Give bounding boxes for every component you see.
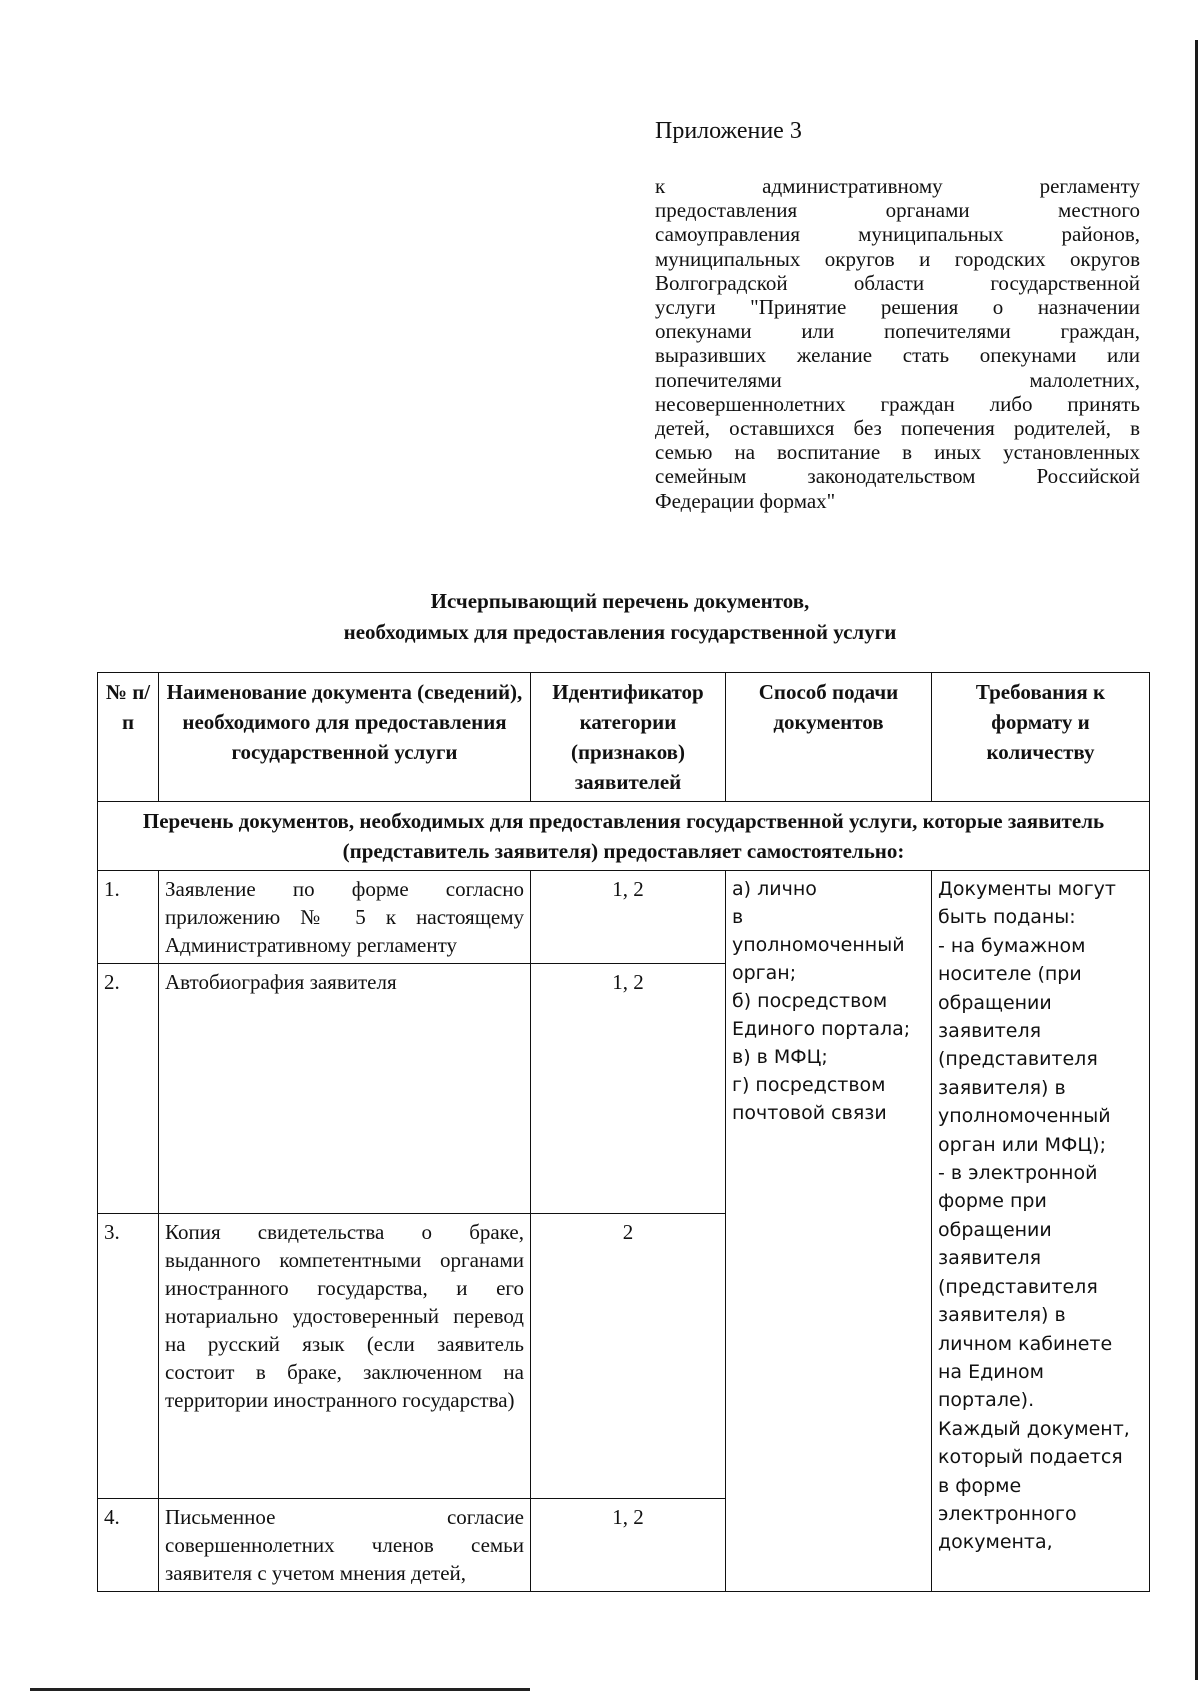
requirement-line: заявителя [938, 1020, 1042, 1043]
row-num: 1. [98, 871, 159, 964]
header-method: Способ подачи документов [726, 673, 932, 802]
method-line: орган; [732, 962, 797, 984]
appendix-line: попечителями малолетних, [655, 367, 1140, 392]
document-title [95, 586, 1145, 648]
row-document-name: Письменное согласие совершеннолетних членов семьи заявителя с учетом мнения детей, [159, 1499, 531, 1592]
requirement-line: орган или МФЦ); [938, 1133, 1106, 1156]
appendix-line: самоуправления муниципальных районов, [655, 222, 1140, 247]
appendix-line: несовершеннолетних граждан либо принять [655, 391, 1140, 416]
appendix-line: предоставления органами местного [655, 198, 1140, 223]
appendix-line: детей, оставшихся без попечения родителей, в [655, 416, 1140, 441]
appendix-title: Приложение 3 [655, 118, 802, 144]
header-num: № п/п [98, 673, 159, 802]
requirement-line: - на бумажном [938, 934, 1086, 957]
method-line: в [732, 906, 744, 928]
scan-edge-line [1195, 40, 1198, 1680]
requirement-line: обращении [938, 991, 1052, 1014]
requirement-line: заявителя) в [938, 1076, 1066, 1099]
row-category: 2 [531, 1214, 726, 1499]
row-num: 3. [98, 1214, 159, 1499]
requirement-line: (представителя [938, 1048, 1098, 1071]
row-document-name: Копия свидетельства о браке, выданного компетентными органами иностранного государства, и его нотариально удостоверенный перевод на русский язык (если заявитель состоит в браке, заключенном на территории иностранного государства) [159, 1214, 531, 1499]
requirement-line: портале). [938, 1389, 1035, 1412]
appendix-line: семью на воспитание в иных установленных [655, 440, 1140, 465]
requirement-line: уполномоченный [938, 1105, 1111, 1128]
method-line: г) посредством [732, 1074, 886, 1096]
document-title-line-2: необходимых для предоставления государственной услуги [343, 620, 897, 644]
appendix-line: услуги "Принятие решения о назначении [655, 295, 1140, 320]
header-category: Идентификатор категории (признаков) заявителей [531, 673, 726, 802]
appendix-line: Волгоградской области государственной [655, 270, 1140, 295]
section-row [98, 802, 1150, 871]
documents-table [97, 672, 1150, 1592]
appendix-reference [655, 174, 1140, 513]
row-num: 2. [98, 964, 159, 1214]
appendix-line: опекунами или попечителями граждан, [655, 319, 1140, 344]
appendix-line: муниципальных округов и городских округов [655, 246, 1140, 271]
method-line: б) посредством [732, 990, 888, 1012]
requirement-line: форме при [938, 1190, 1047, 1213]
appendix-line: выразивших желание стать опекунами или [655, 343, 1140, 368]
format-requirements-cell [932, 871, 1150, 1592]
requirement-line: на Едином [938, 1360, 1044, 1383]
table-row [98, 871, 1150, 964]
row-document-name: Автобиография заявителя [159, 964, 531, 1214]
method-line: почтовой связи [732, 1102, 887, 1124]
footer-rule [30, 1688, 530, 1691]
requirement-line: заявителя) в [938, 1304, 1066, 1327]
requirement-line: который подается [938, 1446, 1123, 1469]
row-category: 1, 2 [531, 871, 726, 964]
document-title-line-1: Исчерпывающий перечень документов, [430, 589, 810, 613]
header-document-name: Наименование документа (сведений), необходимого для предоставления государственной услуги [159, 673, 531, 802]
requirement-line: быть поданы: [938, 906, 1076, 929]
section-title: Перечень документов, необходимых для предоставления государственной услуги, которые заявитель (представитель заявителя) предоставляет самостоятельно: [98, 802, 1150, 871]
method-line: а) лично [732, 878, 817, 900]
requirement-line: документа, [938, 1531, 1053, 1554]
requirement-line: личном кабинете [938, 1332, 1113, 1355]
header-requirements: Требования к формату и количеству [932, 673, 1150, 802]
requirement-line: Документы могут [938, 878, 1116, 900]
requirement-line: в форме [938, 1474, 1022, 1497]
requirement-line: электронного [938, 1502, 1077, 1525]
appendix-line: семейным законодательством Российской [655, 464, 1140, 489]
method-line: уполномоченный [732, 934, 905, 956]
requirement-line: (представителя [938, 1275, 1098, 1298]
row-document-name: Заявление по форме согласно приложению № 5 к настоящему Административному регламенту [159, 871, 531, 964]
table-header-row [98, 673, 1150, 802]
method-line: в) в МФЦ; [732, 1046, 828, 1068]
method-line: Единого портала; [732, 1018, 911, 1040]
requirement-line: обращении [938, 1218, 1052, 1241]
requirement-line: Каждый документ, [938, 1417, 1130, 1440]
requirement-line: носителе (при [938, 963, 1082, 986]
requirement-line: - в электронной [938, 1162, 1098, 1185]
submission-methods-cell [726, 871, 932, 1592]
row-category: 1, 2 [531, 1499, 726, 1592]
requirement-line: заявителя [938, 1247, 1042, 1270]
row-num: 4. [98, 1499, 159, 1592]
appendix-line: Федерации формах" [655, 488, 836, 513]
appendix-line: к административному регламенту [655, 174, 1140, 198]
row-category: 1, 2 [531, 964, 726, 1214]
